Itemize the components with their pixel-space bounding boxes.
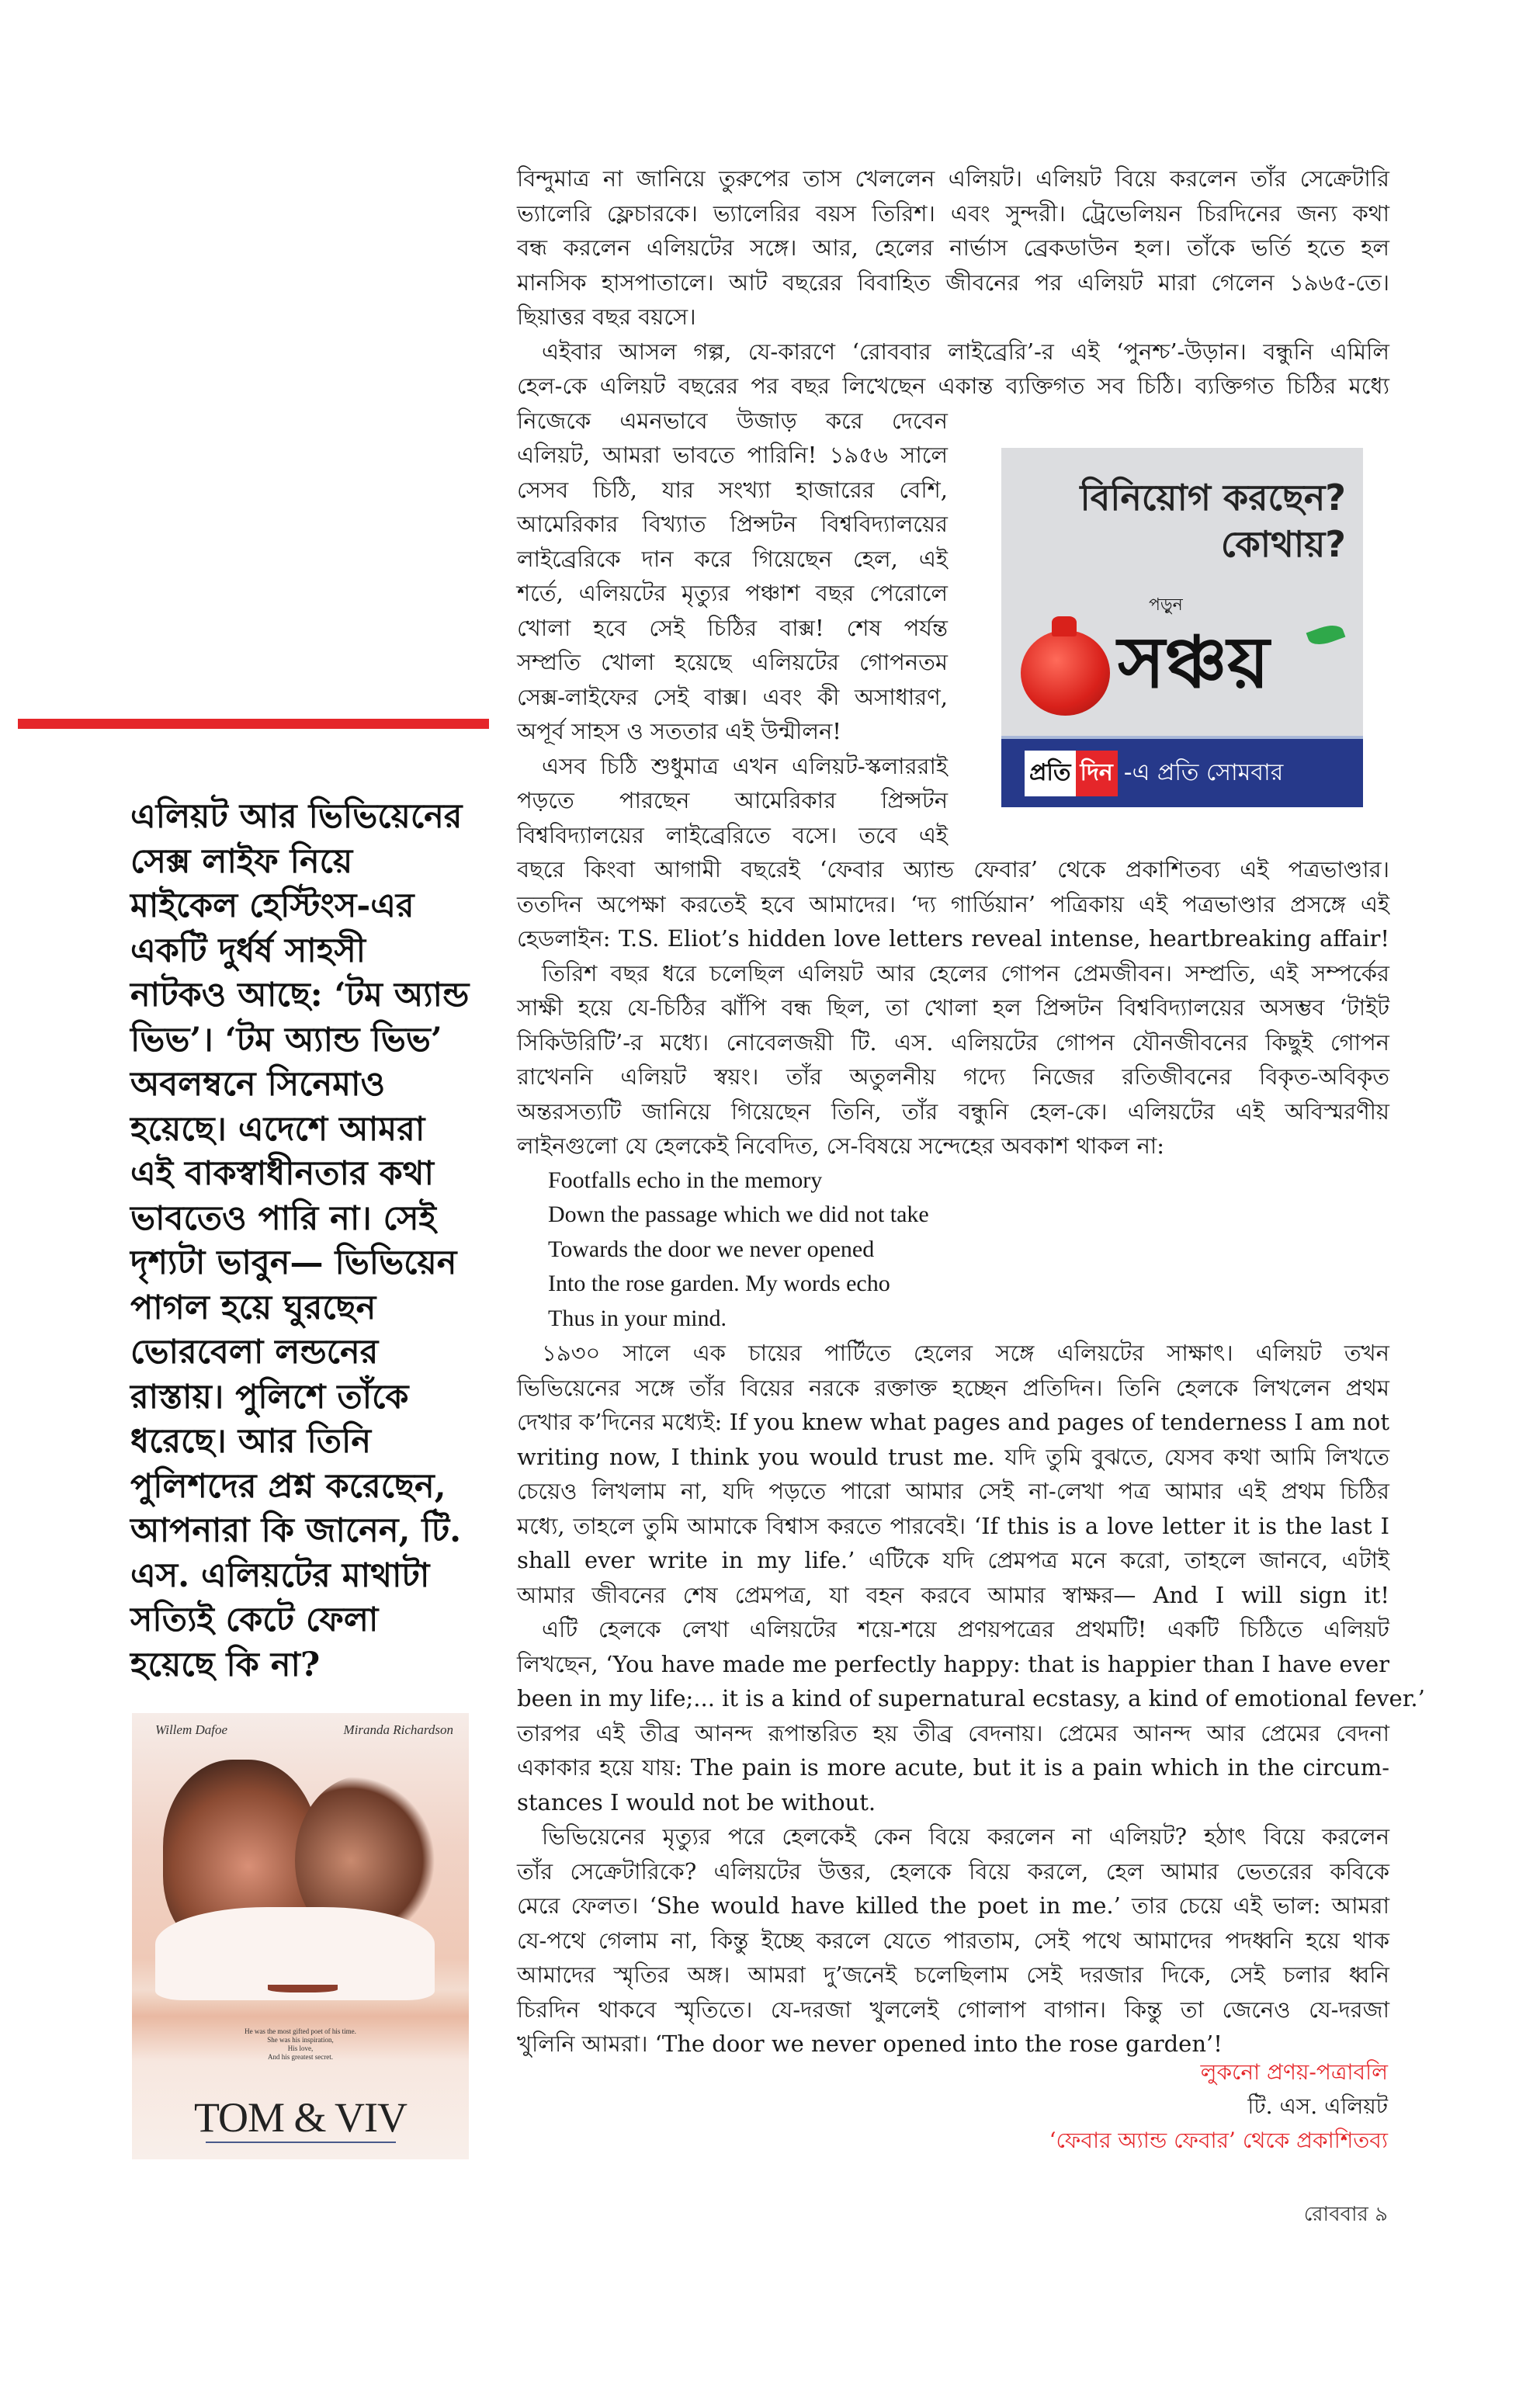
ad-brand-logo: সঞ্চয় <box>1118 621 1270 704</box>
pull-quote-line: মাইকেল হেস্টিংস-এর <box>130 886 414 925</box>
article-line: রাখেননি এলিয়ট স্বয়ং। তাঁর অতুলনীয় গদ্যে নিজের রতিজীবনের বিকৃত-অবিকৃত <box>517 1063 1389 1090</box>
article-line: ভ্যালেরি ফ্লেচারকে। ভ্যালেরির বয়স তিরিশ। এবং সুন্দরী। ট্রেভেলিয়ন চিরদিনের জন্য কথা <box>517 199 1389 227</box>
book-publisher: ‘ফেবার অ্যান্ড ফেবার’ থেকে প্রকাশিতব্য <box>1049 2128 1388 2153</box>
pull-quote-line: দৃশ্যটা ভাবুন— ভিভিয়েন <box>130 1243 457 1282</box>
poem-line: Towards the door we never opened <box>548 1236 875 1262</box>
article-line: আমাদের স্মৃতির অঙ্গ। আমরা দু’জনেই চলেছিলাম সেই দরজার দিকে, সেই চলার ধ্বনি <box>517 1961 1389 1988</box>
article-line: নিজেকে এমনভাবে উজাড় করে দেবেন <box>517 407 948 434</box>
article-body <box>517 161 1425 2062</box>
article-line: অন্তরসত্যটি জানিয়ে গিয়েছেন তিনি, তাঁর বন্ধুনি হেল-কে। এলিয়টের এই অবিস্মরণীয় <box>517 1098 1389 1125</box>
red-divider <box>18 719 489 729</box>
poster-actor-2: Miranda Richardson <box>343 1722 453 1737</box>
pull-quote-line: হয়েছে। এদেশে আমরা <box>130 1109 425 1149</box>
article-line: লাইনগুলো যে হেলকেই নিবেদিত, সে-বিষয়ে সন্দেহের অবকাশ থাকল না: <box>517 1132 1165 1159</box>
pull-quote-line: নাটকও আছে: ‘টম অ্যান্ড <box>130 976 470 1014</box>
article-line: খোলা হবে সেই চিঠির বাক্স! শেষ পর্যন্ত <box>517 614 948 641</box>
article-line: হেল-কে এলিয়ট বছরের পর বছর লিখেছেন একান্ত ব্যক্তিগত সব চিঠি। ব্যক্তিগত চিঠির মধ্যে <box>517 373 1389 399</box>
article-line: ততদিন অপেক্ষা করতেই হবে আমাদের। ‘দ্য গার্ডিয়ান’ পত্রিকায় এই পত্রভাণ্ডার প্রসঙ্গে এই <box>517 890 1389 917</box>
article-line: সেক্স-লাইফের সেই বাক্স। এবং কী অসাধারণ, <box>517 683 948 710</box>
pull-quote-line: পুলিশদের প্রশ্ন করেছেন, <box>130 1466 446 1506</box>
piggy-bank-pot-icon <box>1021 630 1110 716</box>
article-line: বিশ্ববিদ্যালয়ের লাইব্রেরিতে বসে। তবে এই <box>517 821 948 848</box>
article-line: লাইব্রেরিকে দান করে গিয়েছেন হেল, এই <box>517 545 948 572</box>
article-line: চিরদিন থাকবে স্মৃতিতে। যে-দরজা খুললেই গোলাপ বাগান। কিন্তু তা জেনেও যে-দরজা <box>517 1996 1389 2023</box>
sanchay-advertisement[interactable] <box>1001 448 1363 807</box>
article-line: ভিভিয়েনের মৃত্যুর পরে হেলকেই কেন বিয়ে করলেন না এলিয়ট? হঠাৎ বিয়ে করলেন <box>542 1823 1389 1850</box>
article-line: চেয়েও লিখলাম না, যদি পড়তে পারো আমার সেই না-লেখা পত্র আমার এই প্রথম চিঠির <box>517 1478 1389 1504</box>
pull-quote-line: একটি দুর্ধর্ষ সাহসী <box>130 931 366 970</box>
article-line: শর্তে, এলিয়টের মৃত্যুর পঞ্চাশ বছর পেরোলে <box>517 580 948 606</box>
tom-and-viv-poster <box>132 1713 469 2159</box>
article-line: writing now, I think you would trust me. যদি তুমি বুঝতে, যেসব কথা আমি লিখতে <box>517 1443 1389 1470</box>
pull-quote-line: অবলম্বনে সিনেমাও <box>130 1065 386 1104</box>
pull-quote-line: এস. এলিয়টের মাথাটা <box>130 1555 430 1595</box>
article-line: বন্ধ করলেন এলিয়টের সঙ্গে। আর, হেলের নার্ভাস ব্রেকডাউন হল। তাঁকে ভর্তি হতে হল <box>517 234 1389 261</box>
article-line: লিখছেন, ‘You have made me perfectly happy: that is happier than I have ever <box>517 1650 1389 1677</box>
poster-title: TOM & VIV <box>193 2094 408 2141</box>
tagline-line: And his greatest secret. <box>268 2053 333 2061</box>
ad-schedule: -এ প্রতি সোমবার <box>1123 758 1284 786</box>
poem-line: Into the rose garden. My words echo <box>548 1271 890 1296</box>
ad-headline-1: বিনিয়োগ করছেন? <box>1080 477 1346 518</box>
article-line: been in my life;... it is a kind of supernatural ecstasy, a kind of emotional fever.’ <box>517 1685 1425 1712</box>
article-line: তিরিশ বছর ধরে চলেছিল এলিয়ট আর হেলের গোপন প্রেমজীবন। সম্প্রতি, এই সম্পর্কের <box>542 959 1389 987</box>
tagline-line: He was the most gifted poet of his time. <box>245 2027 356 2035</box>
article-line: সম্প্রতি খোলা হয়েছে এলিয়টের গোপনতম <box>517 649 948 675</box>
pull-quote-line: হয়েছে কি না? <box>130 1645 321 1684</box>
article-line: stances I would not be without. <box>517 1788 876 1816</box>
pull-quote-line: ভোরবেলা লন্ডনের <box>130 1333 379 1372</box>
pull-quote-line: ধরেছে। আর তিনি <box>130 1422 372 1461</box>
article-line: মেরে ফেলত। ‘She would have killed the poet in me.’ তার চেয়ে এই ভাল: আমরা <box>517 1892 1389 1919</box>
pull-quote-line: রাস্তায়। পুলিশে তাঁকে <box>130 1377 409 1417</box>
article-line: এসব চিঠি শুধুমাত্র এখন এলিয়ট-স্কলাররাই <box>542 752 948 779</box>
pull-quote-line: এই বাকস্বাধীনতার কথা <box>130 1154 434 1193</box>
pull-quote-line: আপনারা কি জানেন, টি. <box>130 1511 462 1550</box>
article-line: shall ever write in my life.’ এটিকে যদি প্রেমপত্র মনে করো, তাহলে জানবে, এটাই <box>517 1547 1389 1573</box>
pull-quote-line: সত্যিই কেটে ফেলা <box>130 1601 379 1639</box>
pull-quote-line: সেক্স লাইফ নিয়ে <box>130 841 353 881</box>
poem-line: Thus in your mind. <box>548 1305 727 1331</box>
article-line: একাকার হয়ে যায়: The pain is more acute, but it is a pain which in the circum- <box>517 1754 1389 1781</box>
poem-line: Footfalls echo in the memory <box>548 1167 823 1193</box>
book-credits <box>1049 2055 1388 2158</box>
poem-line: Down the passage which we did not take <box>548 1202 929 1227</box>
poster-title-underline <box>206 2142 396 2143</box>
book-title: লুকনো প্রণয়-পত্রাবলি <box>1200 2059 1388 2085</box>
pratidin-logo-part1: প্রতি <box>1025 751 1076 796</box>
article-line: খুলিনি আমরা। ‘The door we never opened into the rose garden’! <box>517 2031 1223 2057</box>
pull-quote-line: পাগল হয়ে ঘুরছেন <box>130 1288 376 1327</box>
article-line: আমেরিকার বিখ্যাত প্রিন্সটন বিশ্ববিদ্যালয়ের <box>517 511 948 537</box>
ad-headline-2: কোথায়? <box>1220 523 1346 565</box>
article-line: তাঁর সেক্রেটারিকে? এলিয়টের উত্তর, হেলকে বিয়ে করলে, হেল আমার ভেতরের কবিকে <box>517 1857 1389 1885</box>
poster-boat <box>268 1985 338 1992</box>
article-line: এইবার আসল গল্প, যে-কারণে ‘রোববার লাইব্রেরি’-র এই ‘পুনশ্চ’-উড়ান। বন্ধুনি এমিলি <box>542 338 1389 365</box>
tagline-line: His love, <box>287 2044 314 2052</box>
article-line: অপূর্ব সাহস ও সততার এই উন্মীলন! <box>517 718 841 744</box>
tagline-line: She was his inspiration, <box>267 2036 334 2044</box>
article-line: মধ্যে, তাহলে তুমি আমাকে বিশ্বাস করতে পারবেই। ‘If this is a love letter it is the last I <box>517 1512 1389 1539</box>
article-line: যে-পথে গেলাম না, কিন্তু ইচ্ছে করলে যেতে পারতাম, সেই পথে আমাদের পদধ্বনি হয়ে থাক <box>517 1927 1389 1954</box>
page-folio: রোববার ৯ <box>1303 2203 1388 2226</box>
article-line: পড়তে পারছেন আমেরিকার প্রিন্সটন <box>517 787 948 813</box>
leaf-icon <box>1306 621 1346 649</box>
article-line: আমার জীবনের শেষ প্রেমপত্র, যা বহন করবে আমার স্বাক্ষর— And I will sign it! <box>517 1581 1389 1608</box>
article-line: সাক্ষী হয়ে যে-চিঠির ঝাঁপি বন্ধ ছিল, তা খোলা হল প্রিন্সটন বিশ্ববিদ্যালয়ের অসম্ভব ‘টাইট <box>517 994 1389 1021</box>
poster-tagline <box>132 2027 469 2062</box>
poster-actor-1: Willem Dafoe <box>155 1722 228 1737</box>
pull-quote-line: ভিভ’। ‘টম অ্যান্ড ভিভ’ <box>130 1020 442 1060</box>
article-line: দেখার ক’দিনের মধ্যেই: If you knew what pages and pages of tenderness I am not <box>517 1409 1389 1435</box>
article-line: সেসব চিঠি, যার সংখ্যা হাজারের বেশি, <box>517 476 948 503</box>
pull-quote-line: এলিয়ট আর ভিভিয়েনের <box>130 797 463 836</box>
article-line: বছরে কিংবা আগামী বছরেই ‘ফেবার অ্যান্ড ফেবার’ থেকে প্রকাশিতব্য এই পত্রভাণ্ডার। <box>517 856 1389 883</box>
article-line: সিকিউরিটি’-র মধ্যে। নোবেলজয়ী টি. এস. এলিয়টের গোপন যৌনজীবনের কিছুই গোপন <box>517 1028 1389 1056</box>
article-line: এটি হেলকে লেখা এলিয়টের শয়ে-শয়ে প্রণয়পত্রের প্রথমটি! একটি চিঠিতে এলিয়ট <box>542 1616 1389 1642</box>
ad-read-label: পড়ুন <box>1149 595 1183 615</box>
article-line: তারপর এই তীব্র আনন্দ রূপান্তরিত হয় তীব্র বেদনায়। প্রেমের আনন্দ আর প্রেমের বেদনা <box>517 1719 1389 1746</box>
article-line: ভিভিয়েনের সঙ্গে তাঁর বিয়ের নরকে রক্তাক্ত হচ্ছেন প্রতিদিন। তিনি হেলকে লিখলেন প্রথম <box>517 1374 1389 1401</box>
article-line: মানসিক হাসপাতালে। আট বছরের বিবাহিত জীবনের পর এলিয়ট মারা গেলেন ১৯৬৫-তে। <box>517 269 1389 296</box>
ad-footer-band <box>1001 736 1363 807</box>
article-line: হেডলাইন: T.S. Eliot’s hidden love letters reveal intense, heartbreaking affair! <box>517 925 1389 952</box>
article-line: বিন্দুমাত্র না জানিয়ে তুরুপের তাস খেললেন এলিয়ট। এলিয়ট বিয়ে করলেন তাঁর সেক্রেটারি <box>517 165 1389 192</box>
article-line: ছিয়াত্তর বছর বয়সে। <box>517 303 696 330</box>
article-line: এলিয়ট, আমরা ভাবতে পারিনি! ১৯৫৬ সালে <box>517 442 948 468</box>
pull-quote <box>130 795 472 1687</box>
article-line: ১৯৩০ সালে এক চায়ের পার্টিতে হেলের সঙ্গে এলিয়টের সাক্ষাৎ। এলিয়ট তখন <box>542 1340 1389 1366</box>
book-author: টি. এস. এলিয়ট <box>1247 2093 1388 2119</box>
pull-quote-line: ভাবতেও পারি না। সেই <box>130 1198 436 1238</box>
pratidin-logo-part2: দিন <box>1076 751 1118 796</box>
